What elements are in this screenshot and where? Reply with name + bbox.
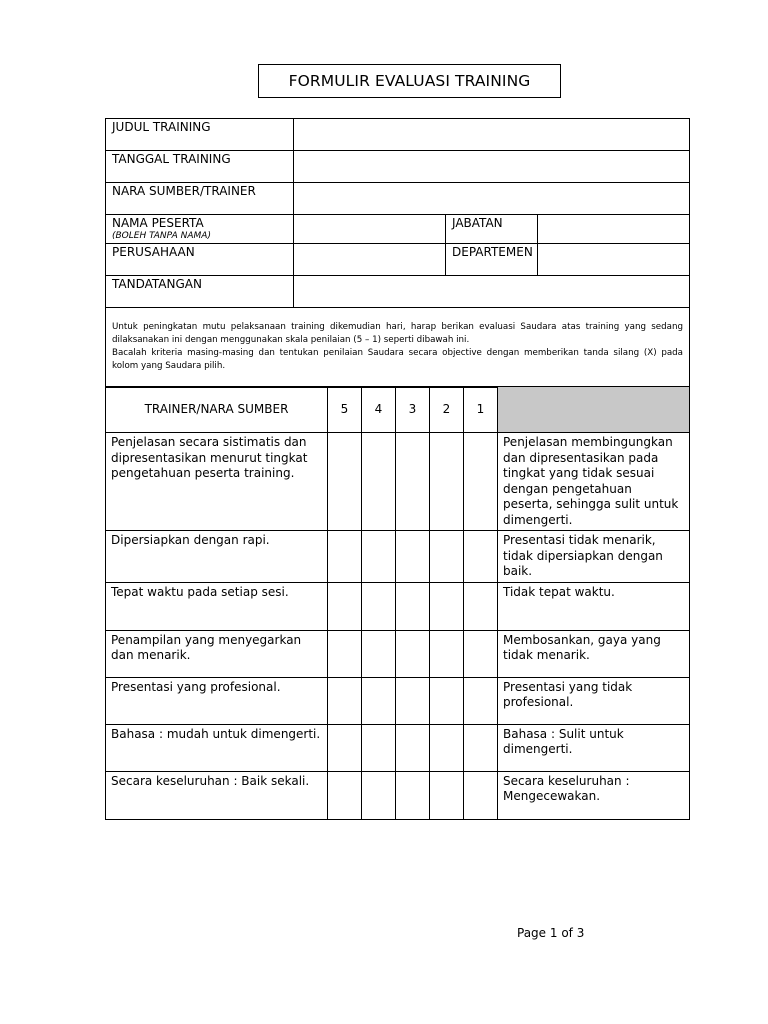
eval-header-trainer: TRAINER/NARA SUMBER [106, 387, 328, 433]
evaluation-table [105, 386, 690, 820]
training-info-table [105, 118, 690, 388]
nama-peserta-note: (BOLEH TANPA NAMA) [112, 231, 211, 241]
field-departemen[interactable] [538, 244, 690, 276]
scale-header-5: 5 [328, 387, 362, 433]
instructions [106, 308, 690, 388]
rating-cell-3[interactable] [396, 433, 430, 531]
rating-cell-5[interactable] [328, 433, 362, 531]
table-row [106, 630, 690, 677]
rating-cell-5[interactable] [328, 582, 362, 630]
rating-cell-5[interactable] [328, 630, 362, 677]
label-perusahaan: PERUSAHAAN [106, 244, 294, 276]
criterion-negative: Tidak tepat waktu. [498, 582, 690, 630]
field-nara-sumber[interactable] [294, 183, 690, 215]
label-jabatan: JABATAN [446, 215, 538, 244]
page-number: Page 1 of 3 [517, 926, 585, 940]
criterion-negative: Penjelasan membingungkan dan dipresentasikan pada tingkat yang tidak sesuai dengan pengetahuan peserta, sehingga sulit untuk dimengerti. [498, 433, 690, 531]
rating-cell-4[interactable] [362, 771, 396, 819]
rating-cell-2[interactable] [430, 630, 464, 677]
rating-cell-2[interactable] [430, 582, 464, 630]
rating-cell-4[interactable] [362, 531, 396, 583]
rating-cell-5[interactable] [328, 724, 362, 771]
table-row [106, 771, 690, 819]
form-title: FORMULIR EVALUASI TRAINING [258, 64, 561, 98]
table-row [106, 677, 690, 724]
rating-cell-2[interactable] [430, 433, 464, 531]
criterion-negative: Bahasa : Sulit untuk dimengerti. [498, 724, 690, 771]
rating-cell-1[interactable] [464, 771, 498, 819]
table-row [106, 582, 690, 630]
criterion-positive: Bahasa : mudah untuk dimengerti. [106, 724, 328, 771]
rating-cell-4[interactable] [362, 677, 396, 724]
instructions-paragraph-2: Bacalah kriteria masing-masing dan tentukan penilaian Saudara secara objective dengan memberikan tanda silang (X) pada kolom yang Saudara pilih. [112, 348, 684, 371]
rating-cell-2[interactable] [430, 771, 464, 819]
field-nama-peserta[interactable] [294, 215, 446, 244]
rating-cell-3[interactable] [396, 630, 430, 677]
rating-cell-3[interactable] [396, 677, 430, 724]
rating-cell-1[interactable] [464, 630, 498, 677]
nama-peserta-text: NAMA PESERTA [112, 216, 204, 230]
table-row [106, 433, 690, 531]
rating-cell-4[interactable] [362, 582, 396, 630]
scale-header-4: 4 [362, 387, 396, 433]
rating-cell-1[interactable] [464, 582, 498, 630]
rating-cell-1[interactable] [464, 677, 498, 724]
field-tanggal-training[interactable] [294, 151, 690, 183]
instructions-paragraph-1: Untuk peningkatan mutu pelaksanaan training dikemudian hari, harap berikan evaluasi Saudara atas training yang sedang dilaksanakan ini dengan menggunakan skala penilaian (5 – 1) seperti dibawah ini. [112, 322, 684, 345]
label-nama-peserta [106, 215, 294, 244]
criterion-negative: Presentasi yang tidak profesional. [498, 677, 690, 724]
label-judul-training: JUDUL TRAINING [106, 119, 294, 151]
field-perusahaan[interactable] [294, 244, 446, 276]
criterion-positive: Penjelasan secara sistimatis dan dipresentasikan menurut tingkat pengetahuan peserta training. [106, 433, 328, 531]
rating-cell-5[interactable] [328, 531, 362, 583]
rating-cell-1[interactable] [464, 531, 498, 583]
criterion-positive: Presentasi yang profesional. [106, 677, 328, 724]
label-tandatangan: TANDATANGAN [106, 276, 294, 308]
scale-header-3: 3 [396, 387, 430, 433]
table-row [106, 724, 690, 771]
label-departemen: DEPARTEMEN [446, 244, 538, 276]
rating-cell-3[interactable] [396, 531, 430, 583]
rating-cell-3[interactable] [396, 771, 430, 819]
criterion-negative: Membosankan, gaya yang tidak menarik. [498, 630, 690, 677]
rating-cell-2[interactable] [430, 677, 464, 724]
criterion-positive: Dipersiapkan dengan rapi. [106, 531, 328, 583]
criterion-positive: Tepat waktu pada setiap sesi. [106, 582, 328, 630]
rating-cell-4[interactable] [362, 630, 396, 677]
scale-header-2: 2 [430, 387, 464, 433]
field-tandatangan[interactable] [294, 276, 690, 308]
criterion-positive: Secara keseluruhan : Baik sekali. [106, 771, 328, 819]
rating-cell-5[interactable] [328, 771, 362, 819]
criterion-positive: Penampilan yang menyegarkan dan menarik. [106, 630, 328, 677]
eval-header-shaded [498, 387, 690, 433]
rating-cell-1[interactable] [464, 433, 498, 531]
field-jabatan[interactable] [538, 215, 690, 244]
rating-cell-2[interactable] [430, 724, 464, 771]
rating-cell-3[interactable] [396, 724, 430, 771]
rating-cell-3[interactable] [396, 582, 430, 630]
table-row [106, 531, 690, 583]
rating-cell-4[interactable] [362, 433, 396, 531]
rating-cell-5[interactable] [328, 677, 362, 724]
label-tanggal-training: TANGGAL TRAINING [106, 151, 294, 183]
scale-header-1: 1 [464, 387, 498, 433]
rating-cell-1[interactable] [464, 724, 498, 771]
field-judul-training[interactable] [294, 119, 690, 151]
label-nara-sumber: NARA SUMBER/TRAINER [106, 183, 294, 215]
criterion-negative: Presentasi tidak menarik, tidak dipersiapkan dengan baik. [498, 531, 690, 583]
rating-cell-2[interactable] [430, 531, 464, 583]
criterion-negative: Secara keseluruhan : Mengecewakan. [498, 771, 690, 819]
rating-cell-4[interactable] [362, 724, 396, 771]
